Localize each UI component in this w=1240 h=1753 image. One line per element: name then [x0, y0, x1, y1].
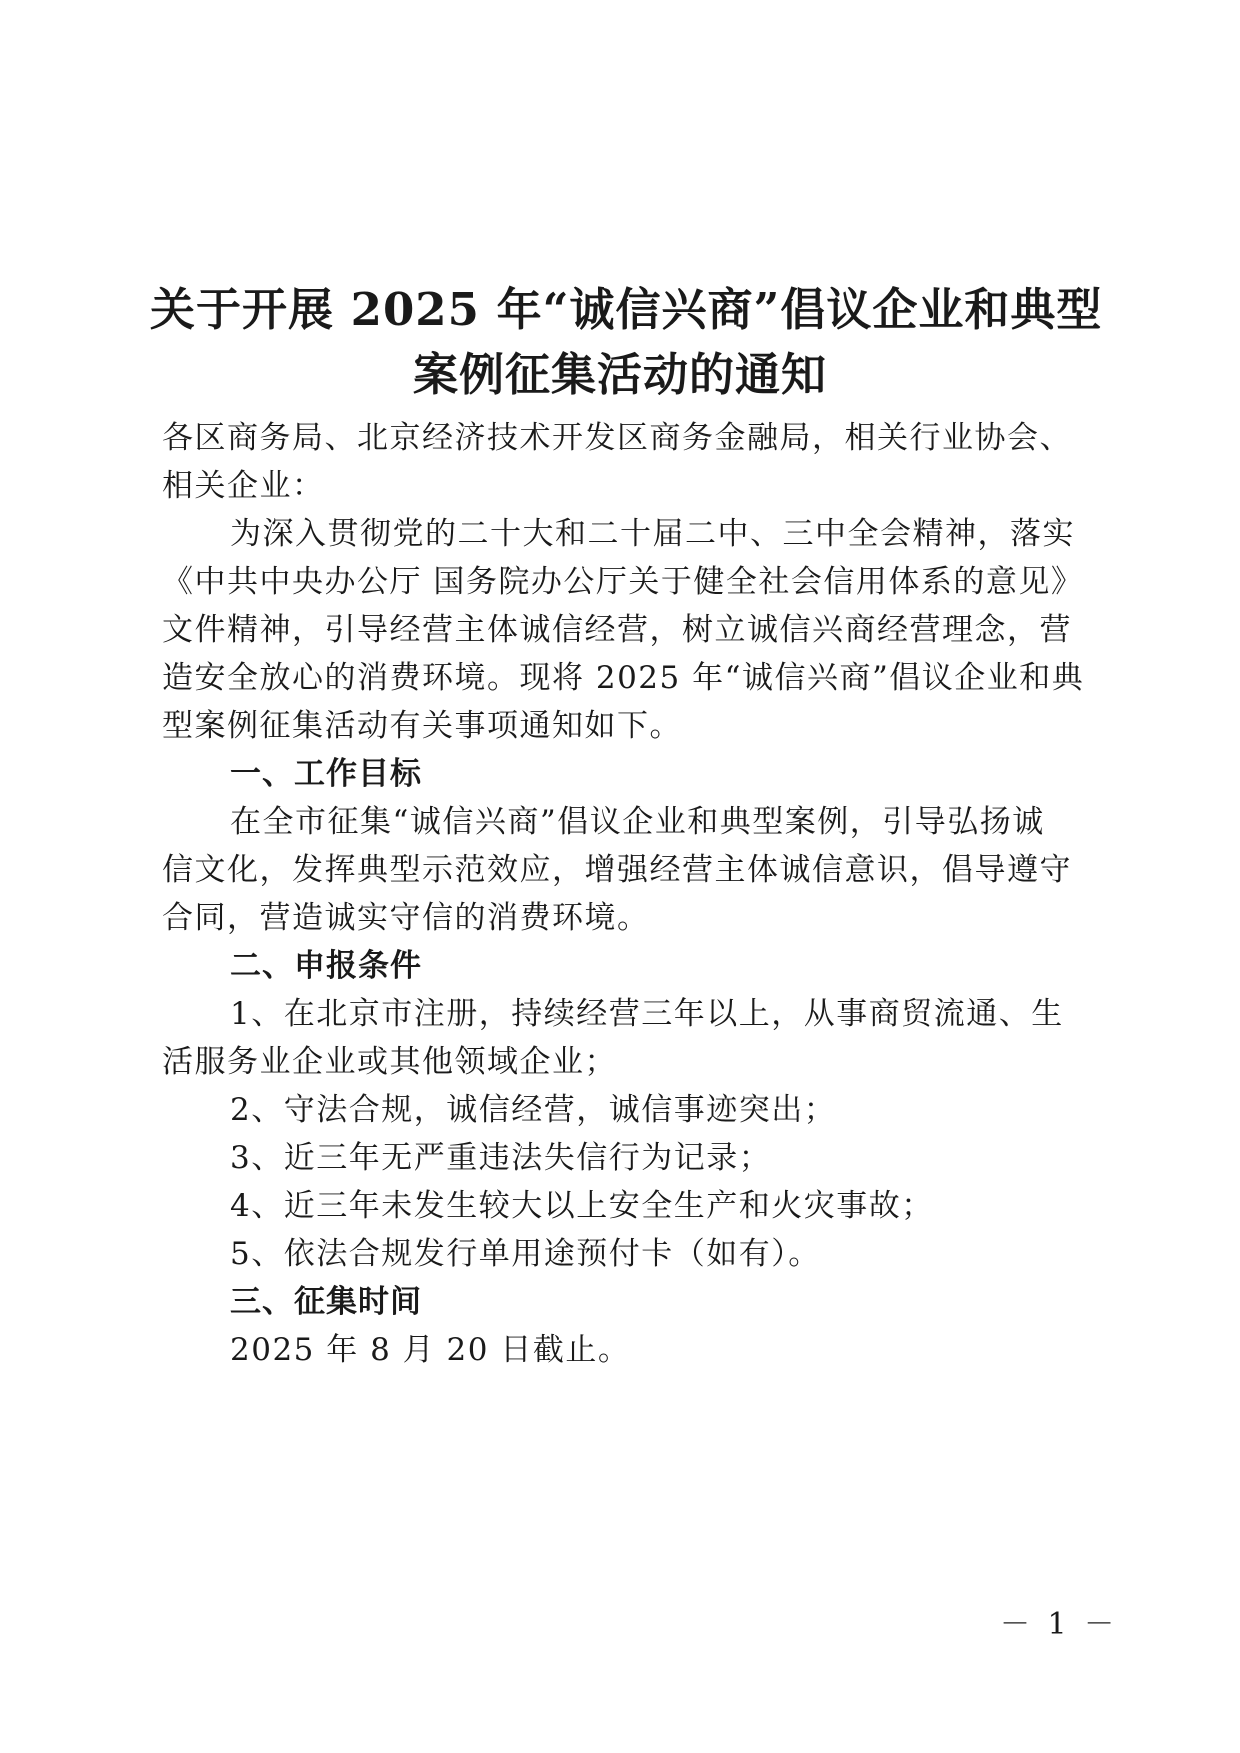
intro-paragraph-line-5: 型案例征集活动有关事项通知如下。 [162, 708, 682, 744]
page-number: － 1 － [1000, 1607, 1119, 1642]
goals-paragraph-line-2: 信文化，发挥典型示范效应，增强经营主体诚信意识，倡导遵守 [162, 852, 1072, 888]
document-title-line-1: 关于开展 2025 年“诚信兴商”倡议企业和典型 [150, 283, 1103, 336]
section-heading-goals: 一、工作目标 [230, 756, 422, 792]
condition-4: 4、近三年未发生较大以上安全生产和火灾事故； [230, 1188, 934, 1224]
intro-paragraph-line-3: 文件精神，引导经营主体诚信经营，树立诚信兴商经营理念，营 [162, 612, 1072, 648]
intro-paragraph-line-2: 《中共中央办公厅 国务院办公厅关于健全社会信用体系的意见》 [162, 564, 1084, 600]
condition-3: 3、近三年无严重违法失信行为记录； [230, 1140, 772, 1176]
condition-1-line-2: 活服务业企业或其他领域企业； [162, 1044, 617, 1080]
goals-paragraph-line-3: 合同，营造诚实守信的消费环境。 [162, 900, 650, 936]
condition-2: 2、守法合规，诚信经营，诚信事迹突出； [230, 1092, 837, 1128]
condition-1-line-1: 1、在北京市注册，持续经营三年以上，从事商贸流通、生 [230, 996, 1064, 1032]
condition-5: 5、依法合规发行单用途预付卡（如有）。 [230, 1236, 821, 1272]
intro-paragraph-line-4: 造安全放心的消费环境。现将 2025 年“诚信兴商”倡议企业和典 [162, 660, 1085, 696]
goals-paragraph-line-1: 在全市征集“诚信兴商”倡议企业和典型案例，引导弘扬诚 [230, 804, 1045, 840]
document-title-line-2: 案例征集活动的通知 [412, 348, 827, 401]
intro-paragraph-line-1: 为深入贯彻党的二十大和二十届二中、三中全会精神，落实 [230, 516, 1075, 552]
section-heading-conditions: 二、申报条件 [230, 948, 422, 984]
section-heading-deadline: 三、征集时间 [230, 1284, 422, 1320]
deadline-text: 2025 年 8 月 20 日截止。 [230, 1332, 631, 1368]
recipients-line-1: 各区商务局、北京经济技术开发区商务金融局，相关行业协会、 [162, 420, 1072, 456]
recipients-line-2: 相关企业： [162, 468, 325, 504]
